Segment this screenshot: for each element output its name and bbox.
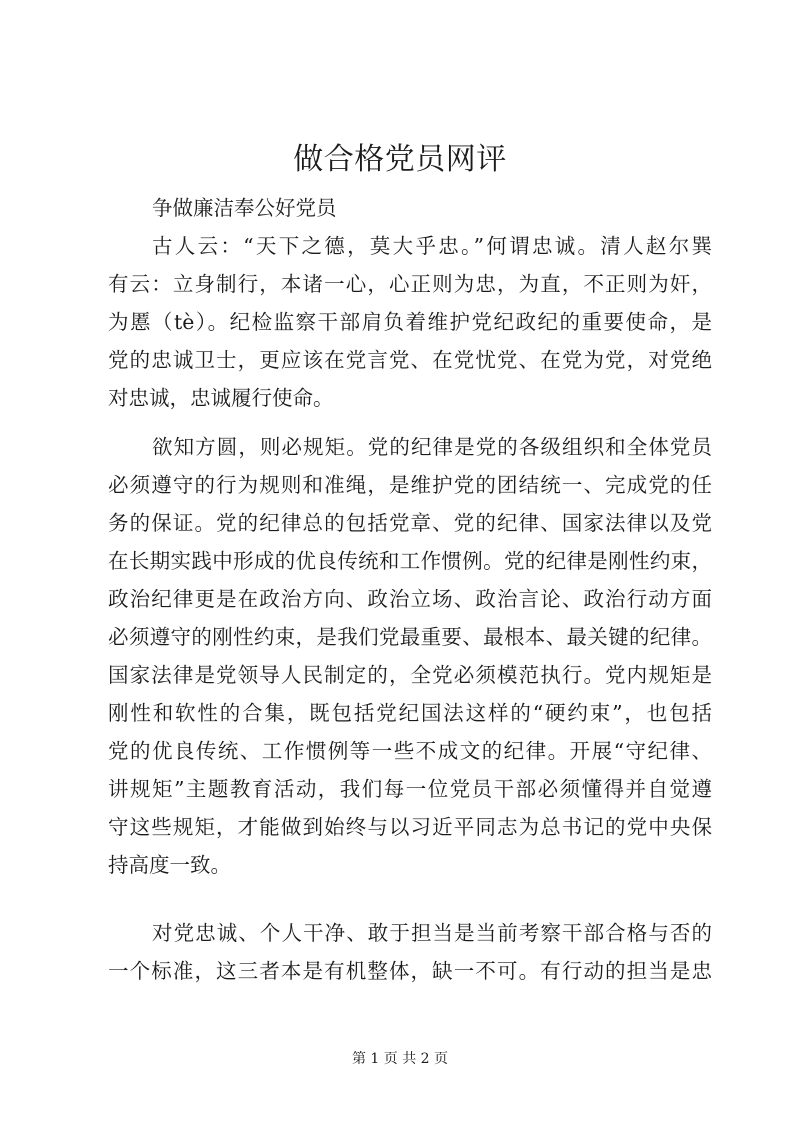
text-line: 刚性和软性的合集，既包括党纪国法这样的“硬约束”，也包括 [108,701,712,725]
text-line: 在长期实践中形成的优良传统和工作惯例。党的纪律是刚性约束， [108,549,712,573]
text-line: 为慝（tè）。纪检监察干部肩负着维护党纪政纪的重要使命，是 [108,310,712,334]
text-line: 欲知方圆，则必规矩。党的纪律是党的各级组织和全体党员 [152,435,712,459]
text-line: 一个标准，这三者本是有机整体，缺一不可。有行动的担当是忠 [108,959,712,983]
paragraph-1 [108,227,712,417]
text-line: 对党忠诚、个人干净、敢于担当是当前考察干部合格与否的 [152,921,712,945]
text-line: 务的保证。党的纪律总的包括党章、党的纪律、国家法律以及党 [108,511,712,535]
paragraph-3 [108,914,712,990]
paragraph-subtitle [108,189,712,227]
text-line: 党的忠诚卫士，更应该在党言党、在党忧党、在党为党，对党绝 [108,348,712,372]
text-line: 必须遵守的刚性约束，是我们党最重要、最根本、最关键的纪律。 [108,625,712,649]
text-line: 政治纪律更是在政治方向、政治立场、政治言论、政治行动方面 [108,587,712,611]
subtitle-line: 争做廉洁奉公好党员 [152,196,337,220]
text-line: 国家法律是党领导人民制定的，全党必须模范执行。党内规矩是 [108,663,712,687]
text-line: 必须遵守的行为规则和准绳，是维护党的团结统一、完成党的任 [108,473,712,497]
text-line: 对忠诚，忠诚履行使命。 [108,386,334,410]
text-line: 古人云：“天下之德，莫大乎忠。”何谓忠诚。清人赵尔巽 [152,234,712,258]
text-line: 讲规矩”主题教育活动，我们每一位党员干部必须懂得并自觉遵 [108,777,712,801]
text-line: 党的优良传统、工作惯例等一些不成文的纪律。开展“守纪律、 [108,739,712,763]
text-line: 持高度一致。 [108,853,231,877]
text-line: 守这些规矩，才能做到始终与以习近平同志为总书记的党中央保 [108,815,712,839]
text-line: 有云：立身制行，本诸一心，心正则为忠，为直，不正则为奸， [108,272,712,296]
page-footer: 第 1 页 共 2 页 [351,1051,449,1067]
document-body [108,189,712,990]
document-title: 做合格党员网评 [293,142,507,177]
paragraph-2 [108,428,712,884]
